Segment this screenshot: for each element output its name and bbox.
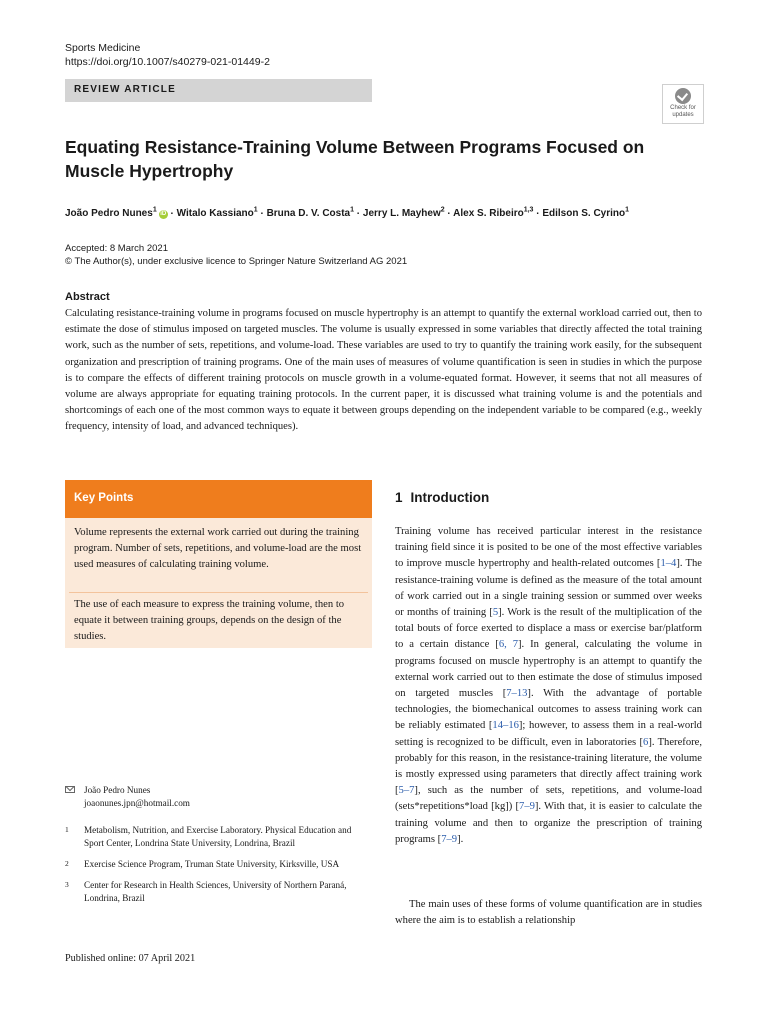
affiliation-text: Center for Research in Health Sciences, University of Northern Paraná, Londrina, Brazil bbox=[84, 880, 347, 903]
intro-paragraph: Training volume has received particular interest in the resistance training field since it is posited to be one of the most effective variables to improve muscle hypertrophy and health-related outcomes [1–4]. The resistance-training volume is defined as the measure of the total amount of work carried out in a single training session or summed over weeks or months of training [5]. Work is the result of the multiplication of the total bouts of force exerted to displace a mass or exercise bar/platform to a certain distance [6, 7]. In general, calculating the volume in programs focused on muscle hypertrophy is an attempt to quantify the external work carried out to then estimate the dose of stimulus imposed on targeted muscles [7–13]. With the advantage of portable technologies, the biomechanical outcomes to assess training work can be reliably estimated [14–16]; however, to assess them in a real-world setting is recognized to be difficult, even in laboratories [6]. Therefore, probably for this reason, in the resistance-training literature, the volume is mostly expressed using parameters that directly affect training work [5–7], such as the number of sets, repetitions, and volume-load (sets*repetitions*load [kg]) [7–9]. With that, it is easier to calculate the training volume and then to organize the prescription of training programs [7–9]. bbox=[395, 526, 703, 845]
journal-name: Sports Medicine bbox=[65, 42, 141, 54]
abstract-heading: Abstract bbox=[65, 291, 110, 303]
author-name[interactable]: João Pedro Nunes$^1$ bbox=[65, 207, 157, 220]
key-points-heading: Key Points bbox=[74, 492, 134, 504]
accepted-date: Accepted: 8 March 2021 bbox=[65, 243, 168, 254]
affiliation-text: Exercise Science Program, Truman State University, Kirksville, USA bbox=[84, 859, 340, 869]
article-type-label: REVIEW ARTICLE bbox=[74, 84, 176, 95]
correspondence bbox=[65, 784, 355, 810]
abstract-text: Calculating resistance-training volume in programs focused on muscle hypertrophy is an attempt to quantify the external workload carried out, then to estimate the dose of stimulus imposed on targeted muscles. The volume is usually expressed in some variables that directly affected the total training work, such as the number of sets, repetitions, and volume-load. These variables are used to try to quantify the training work easily, for the subsequent organization and prescription of training programs. One of the main uses of measures of volume quantification is seen in studies in which the purpose is to compare the effects of different training protocols on muscle growth in a volume-equated format. However, it seems that not all measures of volume are always appropriate for equating training protocols. In the current paper, it is discussed what training volume is and the potentials and shortcomings of each one of the most common ways to equate it between groups depending on the independent variable to be compared (e.g., weekly frequency, intensity of load, and advanced techniques). bbox=[65, 308, 702, 433]
journal-header bbox=[65, 41, 270, 69]
key-point-item: Volume represents the external work carried out during the training program. Number of sets, repetitions, and volume-load are the most used measures of calculating training volume. bbox=[74, 527, 362, 571]
affiliation bbox=[65, 879, 355, 905]
key-points-header bbox=[65, 480, 372, 518]
correspondence-name: João Pedro Nunes bbox=[84, 785, 151, 795]
key-points-divider bbox=[69, 592, 368, 593]
key-point-item: The use of each measure to express the training volume, then to equate it between training groups, depends on the design of the studies. bbox=[74, 599, 345, 643]
citation-link[interactable]: 7–9 bbox=[441, 833, 458, 845]
article-dates bbox=[65, 242, 407, 268]
check-for-updates-badge[interactable] bbox=[662, 84, 704, 124]
citation-link[interactable]: 1–4 bbox=[660, 558, 677, 570]
check-updates-text: Check for updates bbox=[670, 105, 696, 118]
published-date: Published online: 07 April 2021 bbox=[65, 953, 196, 964]
copyright-notice: © The Author(s), under exclusive licence to Springer Nature Switzerland AG 2021 bbox=[65, 256, 408, 267]
correspondence-email[interactable]: joaonunes.jpn@hotmail.com bbox=[84, 798, 190, 808]
doi-link[interactable]: https://doi.org/10.1007/s40279-021-01449-2 bbox=[65, 56, 270, 68]
affiliation-number: 2 bbox=[65, 859, 69, 868]
orcid-icon[interactable]: iD bbox=[160, 211, 167, 218]
section-heading bbox=[395, 490, 489, 505]
citation-link[interactable]: 14–16 bbox=[492, 720, 519, 732]
author-name[interactable]: Jerry L. Mayhew$^2$ bbox=[362, 207, 445, 220]
key-points-box bbox=[65, 480, 372, 648]
citation-link[interactable]: 6, 7 bbox=[498, 639, 519, 651]
check-updates-icon bbox=[675, 88, 691, 104]
affiliation-number: 1 bbox=[65, 825, 69, 834]
footnotes bbox=[65, 784, 355, 913]
citation-link[interactable]: 7–9 bbox=[519, 801, 535, 813]
citation-link[interactable]: 5 bbox=[492, 607, 499, 619]
affiliation bbox=[65, 824, 355, 850]
envelope-icon bbox=[65, 786, 75, 793]
author-list: João Pedro Nunes$^1$iD · Witalo Kassiano$^1$ · Bruna D. V. Costa$^1$ · Jerry L. Mayhew$^2$ · Alex S. Ribeiro$^{1,3}$ · Edilson S. Cyrino$^1$ bbox=[65, 207, 630, 220]
citation-link[interactable]: 5–7 bbox=[398, 785, 415, 797]
author-name[interactable]: Edilson S. Cyrino$^1$ bbox=[542, 207, 630, 220]
affiliation bbox=[65, 858, 355, 871]
article-type-bar bbox=[65, 79, 372, 102]
citation-link[interactable]: 6 bbox=[643, 736, 649, 748]
article-title: Equating Resistance-Training Volume Between Programs Focused on Muscle Hypertrophy bbox=[65, 137, 645, 181]
intro-paragraph: The main uses of these forms of volume quantification are in studies where the aim is to establish a relationship bbox=[395, 899, 702, 927]
citation-link[interactable]: 7–13 bbox=[506, 688, 528, 700]
author-name[interactable]: Bruna D. V. Costa$^1$ bbox=[266, 207, 355, 220]
affiliation-number: 3 bbox=[65, 880, 69, 889]
section-title: Introduction bbox=[410, 490, 490, 505]
affiliation-text: Metabolism, Nutrition, and Exercise Laboratory. Physical Education and Sport Center, Londrina State University, Londrina, Brazil bbox=[84, 825, 352, 848]
author-name[interactable]: Witalo Kassiano$^1$ bbox=[176, 207, 258, 220]
section-number: 1 bbox=[395, 490, 403, 505]
author-name[interactable]: Alex S. Ribeiro$^{1,3}$ bbox=[453, 207, 534, 220]
